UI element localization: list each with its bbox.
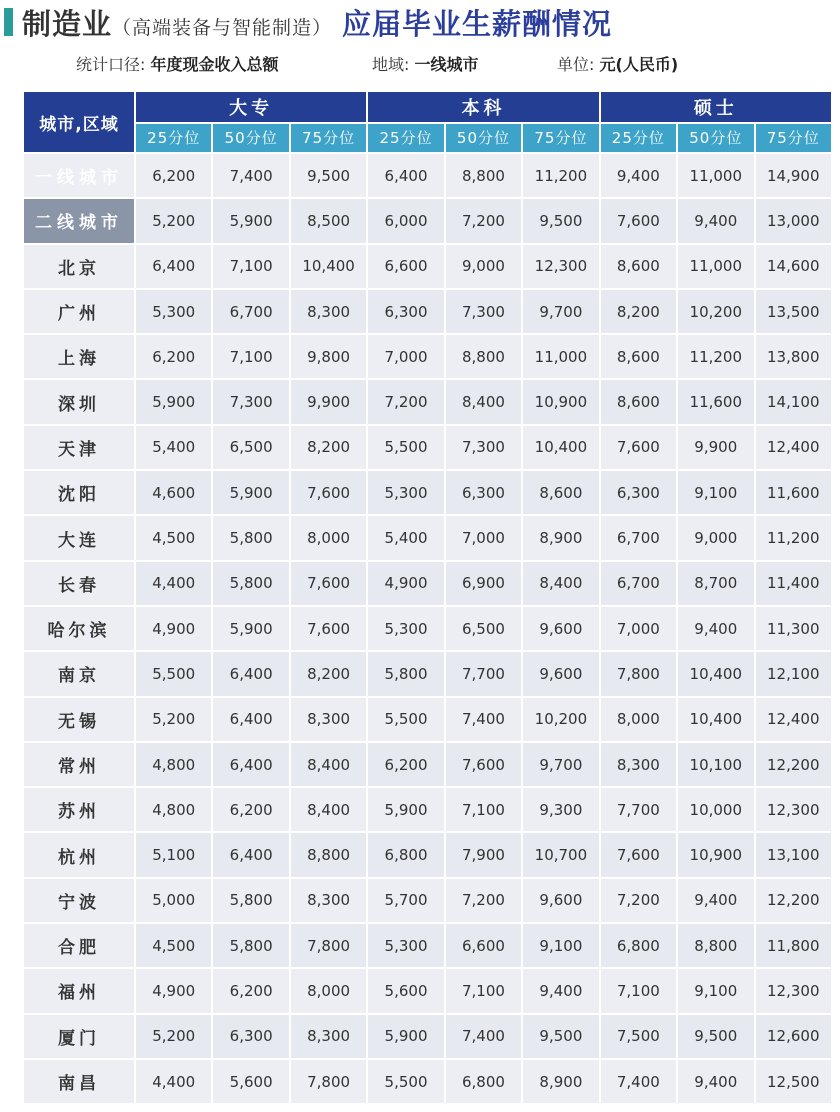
salary-cell: 8,400: [523, 562, 598, 605]
salary-cell: 10,000: [678, 788, 753, 831]
salary-cell: 8,800: [446, 335, 521, 378]
meta-region-label: 地域:: [372, 55, 410, 74]
salary-cell: 7,100: [446, 788, 521, 831]
table-row: [24, 1015, 831, 1058]
salary-cell: 4,500: [136, 924, 211, 967]
salary-cell: 6,300: [368, 290, 443, 333]
title-highlight: 应届毕业生薪酬情况: [342, 7, 613, 41]
meta-unit-label: 单位:: [557, 55, 595, 74]
salary-cell: 5,200: [136, 698, 211, 741]
salary-cell: 9,400: [678, 1060, 753, 1103]
salary-cell: 6,200: [213, 969, 288, 1012]
city-cell: 深圳: [24, 380, 134, 423]
salary-cell: 5,300: [136, 290, 211, 333]
salary-cell: 6,700: [213, 290, 288, 333]
salary-cell: 8,600: [601, 245, 676, 288]
salary-cell: 5,300: [368, 471, 443, 514]
salary-cell: 11,200: [756, 516, 832, 559]
salary-cell: 7,300: [446, 290, 521, 333]
city-cell: 一线城市: [24, 154, 134, 197]
salary-cell: 4,400: [136, 1060, 211, 1103]
salary-cell: 7,200: [446, 199, 521, 242]
salary-cell: 8,800: [446, 154, 521, 197]
salary-cell: 8,300: [291, 290, 366, 333]
salary-cell: 5,200: [136, 1015, 211, 1058]
salary-cell: 9,900: [291, 380, 366, 423]
city-cell: 沈阳: [24, 471, 134, 514]
salary-cell: 9,900: [678, 426, 753, 469]
salary-cell: 7,300: [446, 426, 521, 469]
salary-cell: 6,400: [213, 743, 288, 786]
percentile-header: 75分位: [756, 124, 832, 153]
salary-cell: 14,900: [756, 154, 832, 197]
salary-cell: 11,200: [678, 335, 753, 378]
salary-cell: 5,800: [213, 562, 288, 605]
salary-cell: 9,700: [523, 743, 598, 786]
salary-cell: 10,900: [678, 833, 753, 876]
salary-cell: 6,200: [213, 788, 288, 831]
salary-cell: 13,100: [756, 833, 832, 876]
salary-cell: 9,000: [678, 516, 753, 559]
city-cell: 二线城市: [24, 199, 134, 242]
salary-cell: 7,200: [368, 380, 443, 423]
salary-cell: 6,800: [368, 833, 443, 876]
salary-cell: 6,600: [446, 924, 521, 967]
salary-cell: 6,700: [601, 562, 676, 605]
city-cell: 南京: [24, 652, 134, 695]
salary-cell: 12,200: [756, 743, 832, 786]
city-cell: 合肥: [24, 924, 134, 967]
table-row: [24, 199, 831, 242]
salary-cell: 6,400: [213, 698, 288, 741]
percentile-header: 75分位: [523, 124, 598, 153]
salary-cell: 9,400: [678, 607, 753, 650]
salary-cell: 7,200: [446, 879, 521, 922]
percentile-header: 25分位: [368, 124, 443, 153]
salary-cell: 8,500: [291, 199, 366, 242]
table-row: [24, 154, 831, 197]
salary-cell: 7,400: [446, 1015, 521, 1058]
table-row: [24, 969, 831, 1012]
salary-cell: 11,300: [756, 607, 832, 650]
salary-cell: 13,500: [756, 290, 832, 333]
salary-cell: 10,200: [678, 290, 753, 333]
salary-table-wrap: [22, 90, 833, 1105]
salary-cell: 12,400: [756, 698, 832, 741]
salary-cell: 6,300: [446, 471, 521, 514]
salary-cell: 6,300: [213, 1015, 288, 1058]
salary-cell: 9,500: [291, 154, 366, 197]
salary-cell: 5,300: [368, 924, 443, 967]
table-row: [24, 698, 831, 741]
salary-cell: 9,000: [446, 245, 521, 288]
salary-cell: 8,900: [523, 516, 598, 559]
city-cell: 广州: [24, 290, 134, 333]
salary-cell: 4,900: [368, 562, 443, 605]
salary-cell: 5,800: [213, 879, 288, 922]
salary-cell: 6,200: [136, 154, 211, 197]
table-row: [24, 290, 831, 333]
salary-cell: 8,400: [291, 743, 366, 786]
salary-cell: 5,500: [368, 1060, 443, 1103]
percentile-header: 50分位: [678, 124, 753, 153]
group-header-benke: 本科: [368, 92, 598, 122]
salary-cell: 10,200: [523, 698, 598, 741]
salary-cell: 5,100: [136, 833, 211, 876]
city-cell: 杭州: [24, 833, 134, 876]
table-row: [24, 833, 831, 876]
salary-cell: 7,600: [291, 471, 366, 514]
table-head: [24, 92, 831, 152]
salary-cell: 12,400: [756, 426, 832, 469]
salary-cell: 4,400: [136, 562, 211, 605]
title-bar: [0, 2, 840, 42]
salary-cell: 6,400: [136, 245, 211, 288]
table-row: [24, 788, 831, 831]
salary-cell: 10,100: [678, 743, 753, 786]
salary-cell: 9,100: [523, 924, 598, 967]
salary-cell: 8,000: [291, 969, 366, 1012]
salary-cell: 5,900: [368, 788, 443, 831]
table-row: [24, 652, 831, 695]
table-row: [24, 924, 831, 967]
table-row: [24, 426, 831, 469]
salary-cell: 5,900: [213, 199, 288, 242]
percentile-header: 75分位: [291, 124, 366, 153]
salary-cell: 7,700: [446, 652, 521, 695]
city-cell: 苏州: [24, 788, 134, 831]
meta-region-value: 一线城市: [414, 55, 479, 74]
percentile-header: 25分位: [136, 124, 211, 153]
salary-cell: 8,000: [601, 698, 676, 741]
table-row: [24, 335, 831, 378]
salary-cell: 8,300: [291, 698, 366, 741]
salary-cell: 9,700: [523, 290, 598, 333]
salary-cell: 9,500: [523, 1015, 598, 1058]
table-row: [24, 879, 831, 922]
salary-cell: 8,300: [291, 879, 366, 922]
table-body: [24, 154, 831, 1103]
city-cell: 天津: [24, 426, 134, 469]
salary-cell: 6,800: [601, 924, 676, 967]
table-row: [24, 607, 831, 650]
salary-cell: 5,200: [136, 199, 211, 242]
city-cell: 福州: [24, 969, 134, 1012]
meta-region: [372, 52, 479, 74]
salary-cell: 7,100: [213, 335, 288, 378]
salary-cell: 9,100: [678, 969, 753, 1012]
salary-cell: 5,500: [368, 698, 443, 741]
salary-cell: 5,500: [136, 652, 211, 695]
salary-cell: 8,600: [523, 471, 598, 514]
salary-cell: 6,000: [368, 199, 443, 242]
salary-cell: 5,600: [368, 969, 443, 1012]
salary-cell: 10,400: [678, 652, 753, 695]
city-cell: 常州: [24, 743, 134, 786]
salary-cell: 6,300: [601, 471, 676, 514]
salary-cell: 11,600: [678, 380, 753, 423]
table-row: [24, 245, 831, 288]
salary-cell: 5,800: [213, 924, 288, 967]
meta-unit: [557, 52, 678, 74]
meta-scope-value: 年度现金收入总额: [150, 55, 279, 74]
city-cell: 上海: [24, 335, 134, 378]
salary-cell: 10,400: [523, 426, 598, 469]
salary-cell: 7,000: [368, 335, 443, 378]
salary-cell: 4,900: [136, 969, 211, 1012]
salary-cell: 9,400: [678, 199, 753, 242]
percentile-header: 25分位: [601, 124, 676, 153]
salary-cell: 4,800: [136, 743, 211, 786]
salary-cell: 12,500: [756, 1060, 832, 1103]
salary-cell: 8,200: [601, 290, 676, 333]
salary-cell: 7,800: [601, 652, 676, 695]
title-subtitle: （高端装备与智能制造）: [112, 17, 333, 39]
salary-cell: 7,900: [446, 833, 521, 876]
salary-cell: 9,300: [523, 788, 598, 831]
salary-cell: 11,600: [756, 471, 832, 514]
city-cell: 无锡: [24, 698, 134, 741]
salary-cell: 7,600: [291, 607, 366, 650]
salary-cell: 7,400: [213, 154, 288, 197]
salary-cell: 8,600: [601, 380, 676, 423]
salary-cell: 5,900: [213, 471, 288, 514]
salary-cell: 8,300: [291, 1015, 366, 1058]
salary-cell: 5,400: [136, 426, 211, 469]
salary-cell: 8,400: [291, 788, 366, 831]
salary-cell: 11,400: [756, 562, 832, 605]
salary-cell: 12,200: [756, 879, 832, 922]
salary-cell: 7,300: [213, 380, 288, 423]
salary-cell: 7,600: [601, 426, 676, 469]
city-cell: 厦门: [24, 1015, 134, 1058]
salary-cell: 7,000: [446, 516, 521, 559]
salary-cell: 13,800: [756, 335, 832, 378]
salary-cell: 9,500: [523, 199, 598, 242]
salary-cell: 7,800: [291, 1060, 366, 1103]
salary-cell: 7,800: [291, 924, 366, 967]
salary-cell: 4,500: [136, 516, 211, 559]
salary-cell: 6,500: [213, 426, 288, 469]
salary-cell: 8,300: [601, 743, 676, 786]
salary-cell: 5,800: [213, 516, 288, 559]
salary-cell: 4,900: [136, 607, 211, 650]
salary-cell: 8,400: [446, 380, 521, 423]
salary-cell: 5,700: [368, 879, 443, 922]
table-row: [24, 471, 831, 514]
salary-cell: 4,800: [136, 788, 211, 831]
salary-cell: 7,100: [446, 969, 521, 1012]
salary-cell: 6,500: [446, 607, 521, 650]
salary-cell: 5,900: [136, 380, 211, 423]
salary-cell: 12,300: [756, 788, 832, 831]
city-cell: 南昌: [24, 1060, 134, 1103]
table-row: [24, 516, 831, 559]
salary-cell: 8,600: [601, 335, 676, 378]
salary-cell: 8,900: [523, 1060, 598, 1103]
salary-cell: 5,600: [213, 1060, 288, 1103]
salary-cell: 6,200: [136, 335, 211, 378]
salary-cell: 9,800: [291, 335, 366, 378]
salary-cell: 6,600: [368, 245, 443, 288]
salary-cell: 13,000: [756, 199, 832, 242]
salary-cell: 7,400: [446, 698, 521, 741]
page-title: [22, 2, 612, 43]
salary-cell: 8,000: [291, 516, 366, 559]
salary-cell: 10,400: [291, 245, 366, 288]
salary-cell: 7,200: [601, 879, 676, 922]
salary-cell: 6,800: [446, 1060, 521, 1103]
city-cell: 哈尔滨: [24, 607, 134, 650]
salary-cell: 7,100: [213, 245, 288, 288]
salary-cell: 8,200: [291, 652, 366, 695]
title-main-text: 制造业: [22, 7, 113, 41]
table-row: [24, 562, 831, 605]
salary-cell: 7,600: [601, 833, 676, 876]
meta-unit-value: 元(人民币): [599, 55, 679, 74]
table-row: [24, 743, 831, 786]
salary-cell: 7,600: [446, 743, 521, 786]
salary-cell: 7,400: [601, 1060, 676, 1103]
salary-cell: 7,600: [291, 562, 366, 605]
salary-cell: 12,300: [756, 969, 832, 1012]
salary-cell: 12,100: [756, 652, 832, 695]
salary-cell: 6,900: [446, 562, 521, 605]
salary-cell: 9,500: [678, 1015, 753, 1058]
percentile-header: 50分位: [213, 124, 288, 153]
salary-cell: 11,000: [678, 245, 753, 288]
salary-cell: 6,200: [368, 743, 443, 786]
salary-cell: 11,000: [678, 154, 753, 197]
salary-cell: 8,200: [291, 426, 366, 469]
salary-cell: 10,700: [523, 833, 598, 876]
salary-cell: 8,800: [678, 924, 753, 967]
meta-scope-label: 统计口径:: [76, 55, 146, 74]
salary-cell: 8,700: [678, 562, 753, 605]
salary-cell: 5,000: [136, 879, 211, 922]
salary-cell: 9,100: [678, 471, 753, 514]
salary-cell: 7,000: [601, 607, 676, 650]
salary-table: [22, 90, 833, 1105]
salary-cell: 9,600: [523, 652, 598, 695]
salary-cell: 7,100: [601, 969, 676, 1012]
salary-cell: 6,700: [601, 516, 676, 559]
salary-cell: 6,400: [213, 652, 288, 695]
salary-cell: 6,400: [368, 154, 443, 197]
accent-bar: [4, 8, 13, 36]
salary-cell: 11,200: [523, 154, 598, 197]
salary-cell: 8,800: [291, 833, 366, 876]
salary-cell: 5,300: [368, 607, 443, 650]
group-header-dazhuan: 大专: [136, 92, 366, 122]
salary-cell: 10,900: [523, 380, 598, 423]
salary-cell: 10,400: [678, 698, 753, 741]
salary-cell: 14,100: [756, 380, 832, 423]
salary-cell: 11,000: [523, 335, 598, 378]
salary-cell: 5,500: [368, 426, 443, 469]
city-cell: 长春: [24, 562, 134, 605]
salary-cell: 9,600: [523, 879, 598, 922]
percentile-header: 50分位: [446, 124, 521, 153]
salary-cell: 7,500: [601, 1015, 676, 1058]
group-header-shuoshi: 硕士: [601, 92, 831, 122]
salary-cell: 5,800: [368, 652, 443, 695]
city-cell: 宁波: [24, 879, 134, 922]
table-row: [24, 380, 831, 423]
salary-cell: 5,400: [368, 516, 443, 559]
salary-cell: 7,700: [601, 788, 676, 831]
salary-cell: 9,400: [523, 969, 598, 1012]
salary-cell: 9,400: [601, 154, 676, 197]
city-cell: 大连: [24, 516, 134, 559]
city-cell: 北京: [24, 245, 134, 288]
salary-cell: 4,600: [136, 471, 211, 514]
salary-cell: 6,400: [213, 833, 288, 876]
salary-cell: 11,800: [756, 924, 832, 967]
salary-cell: 12,300: [523, 245, 598, 288]
salary-cell: 12,600: [756, 1015, 832, 1058]
salary-cell: 5,900: [213, 607, 288, 650]
salary-cell: 5,900: [368, 1015, 443, 1058]
city-column-header: 城市,区域: [24, 92, 134, 152]
meta-scope: [76, 52, 279, 74]
salary-cell: 9,400: [678, 879, 753, 922]
table-row: [24, 1060, 831, 1103]
salary-cell: 7,600: [601, 199, 676, 242]
salary-cell: 14,600: [756, 245, 832, 288]
salary-cell: 9,600: [523, 607, 598, 650]
